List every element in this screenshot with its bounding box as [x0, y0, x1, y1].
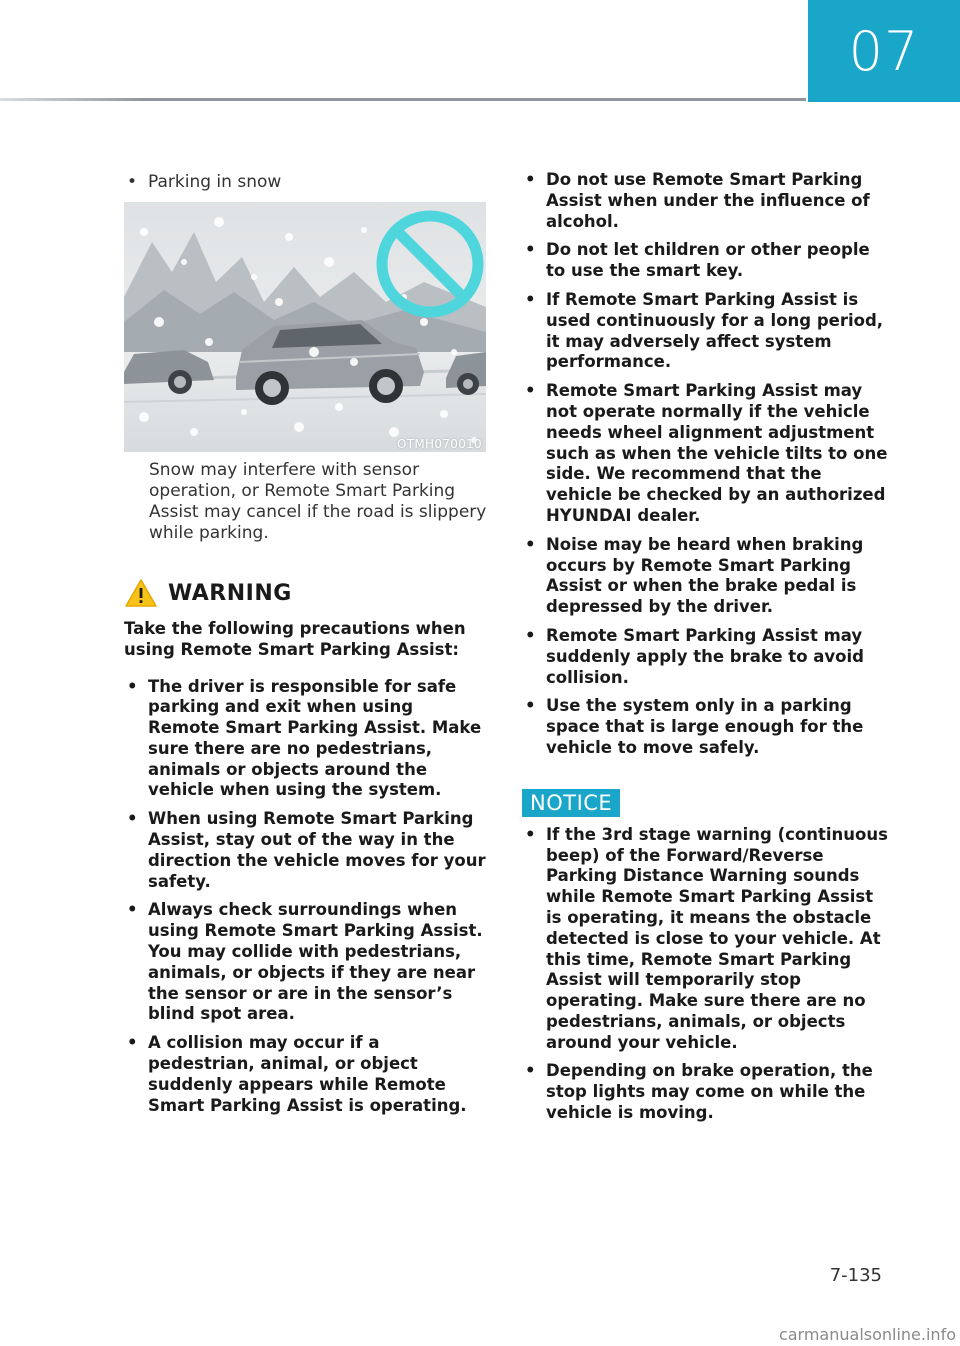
warning-item-text: Remote Smart Parking Assist may suddenly apply the brake to avoid collision. [546, 625, 864, 687]
snow-list-item [124, 170, 488, 194]
warning-item-text: Always check surroundings when using Remote Smart Parking Assist. You may collide with pedestrians, animals, or objects if they are near the sensor or are in the sensor’s blind spot area. [148, 900, 483, 1024]
chapter-tab [808, 0, 960, 102]
figure-code: OTMH070010 [397, 437, 482, 451]
warning-triangle-icon [124, 578, 158, 608]
figure-caption: Snow may interfere with sensor operation, or Remote Smart Parking Assist may cancel if the road is slippery while parking. [149, 460, 487, 543]
page-number: 7-135 [829, 1265, 882, 1286]
warning-intro: Take the following precautions when using Remote Smart Parking Assist: [124, 619, 466, 659]
warning-list-right [522, 170, 892, 759]
warning-list-item: • Always check surroundings when using Remote Smart Parking Assist. You may collide with pedestrians, animals, or objects if they are near the sensor or are in the sensor’s blind spot area. [127, 900, 483, 1024]
notice-list-item: • If the 3rd stage warning (continuous beep) of the Forward/Reverse Parking Distance Warning sounds while Remote Smart Parking Assist is operating, it means the obstacle detected is close to your vehicle. At this time, Remote Smart Parking Assist will temporarily stop operating. Make sure there are no pedestrians, animals, or objects around your vehicle. [525, 824, 888, 1052]
warning-list-item: • If Remote Smart Parking Assist is used continuously for a long period, it may adversely affect system performance. [525, 289, 884, 372]
warning-list-item: • When using Remote Smart Parking Assist, stay out of the way in the direction the vehicle moves for your safety. [127, 809, 486, 891]
warning-item-text: Use the system only in a parking space that is large enough for the vehicle to move safely. [546, 696, 864, 757]
warning-list-item: • The driver is responsible for safe parking and exit when using Remote Smart Parking Assist. Make sure there are no pedestrians, animals or objects around the vehicle when using the system. [127, 676, 482, 800]
warning-item-text: Remote Smart Parking Assist may not operate normally if the vehicle needs wheel alignment adjustment such as when the vehicle tilts to one side. We recommend that the vehicle be checked by an authorized HYUNDAI dealer. [546, 381, 888, 525]
warning-heading [124, 578, 488, 608]
warning-item-text: The driver is responsible for safe parking and exit when using Remote Smart Parking Assist. Make sure there are no pedestrians, animals or objects around the vehicle when using the system. [148, 676, 482, 800]
warning-item-text: A collision may occur if a pedestrian, animal, or object suddenly appears while Remote Smart Parking Assist is operating. [148, 1033, 467, 1115]
warning-item-text: If Remote Smart Parking Assist is used continuously for a long period, it may adversely affect system performance. [546, 289, 884, 372]
parking-in-snow-illustration [124, 202, 486, 452]
bullet: • [127, 172, 138, 192]
notice-list-item: • Depending on brake operation, the stop lights may come on while the vehicle is moving. [525, 1061, 873, 1123]
warning-list-item: • Remote Smart Parking Assist may suddenly apply the brake to avoid collision. [525, 625, 864, 687]
snow-item-text: Parking in snow [148, 172, 282, 192]
snow-scene-graphic [124, 202, 486, 452]
warning-list-item: • A collision may occur if a pedestrian, animal, or object suddenly appears while Remote Smart Parking Assist is operating. [127, 1033, 467, 1115]
warning-item-text: When using Remote Smart Parking Assist, stay out of the way in the direction the vehicle moves for your safety. [148, 809, 486, 891]
left-column [124, 170, 488, 1116]
warning-list-item: • Remote Smart Parking Assist may not operate normally if the vehicle needs wheel alignment adjustment such as when the vehicle tilts to one side. We recommend that the vehicle be checked by an authorized HYUNDAI dealer. [525, 381, 888, 525]
right-column [522, 170, 892, 1124]
notice-item-text: Depending on brake operation, the stop lights may come on while the vehicle is moving. [546, 1061, 873, 1123]
notice-list [522, 825, 892, 1124]
notice-label: NOTICE [522, 789, 620, 817]
warning-list-item: • Noise may be heard when braking occurs by Remote Smart Parking Assist or when the brake pedal is depressed by the driver. [525, 534, 864, 617]
notice-item-text: If the 3rd stage warning (continuous beep) of the Forward/Reverse Parking Distance Warning sounds while Remote Smart Parking Assist is operating, it means the obstacle detected is close to your vehicle. At this time, Remote Smart Parking Assist will temporarily stop operating. Make sure there are no pedestrians, animals, or objects around your vehicle. [546, 824, 888, 1052]
warning-list-left [124, 677, 488, 1117]
warning-list-item: • Do not let children or other people to use the smart key. [525, 240, 870, 281]
warning-list-item: • Use the system only in a parking space that is large enough for the vehicle to move safely. [525, 696, 864, 757]
warning-list-item: • Do not use Remote Smart Parking Assist when under the influence of alcohol. [525, 170, 870, 231]
warning-item-text: Noise may be heard when braking occurs by Remote Smart Parking Assist or when the brake pedal is depressed by the driver. [546, 534, 864, 617]
warning-title: WARNING [168, 580, 292, 606]
header-rule [0, 98, 806, 101]
chapter-number: 07 [848, 19, 920, 83]
watermark-link[interactable]: carmanualsonline.info [778, 1325, 956, 1344]
warning-item-text: Do not let children or other people to use the smart key. [546, 240, 870, 281]
warning-item-text: Do not use Remote Smart Parking Assist when under the influence of alcohol. [546, 170, 870, 231]
